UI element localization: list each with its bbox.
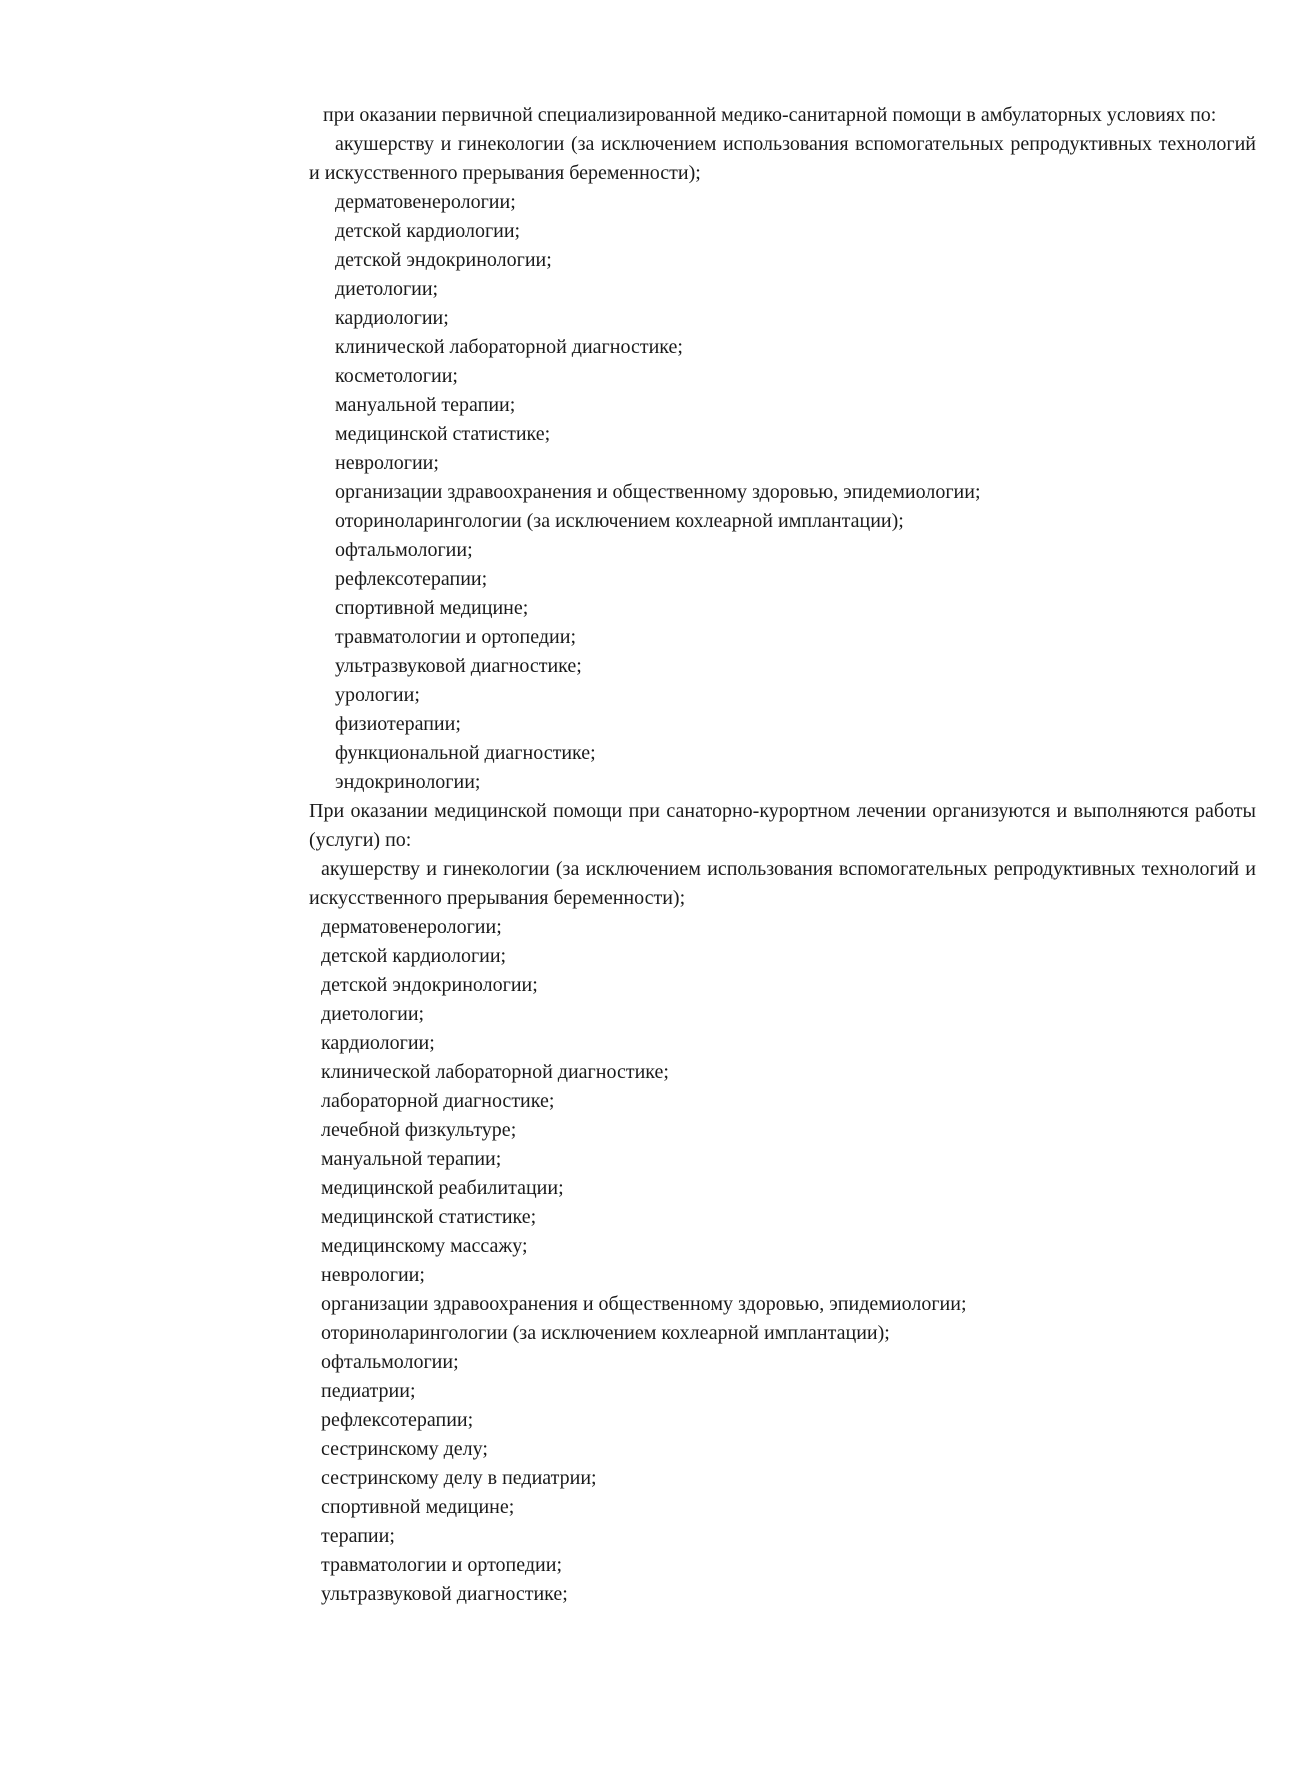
section2-first-item: акушерству и гинекологии (за исключением использования вспомогательных репродуктивных технологий и искусственного прерывания беременности); (309, 858, 1256, 909)
list-item: оториноларингологии (за исключением кохлеарной имплантации); (335, 510, 904, 532)
list-item: рефлексотерапии; (321, 1409, 474, 1431)
section1-first-item: акушерству и гинекологии (за исключением использования вспомогательных репродуктивных технологий и искусственного прерывания беременности); (309, 133, 1256, 184)
list-item: сестринскому делу; (321, 1438, 488, 1460)
section2-list (309, 913, 1256, 1609)
list-item: ультразвуковой диагностике; (321, 1583, 568, 1605)
list-item: косметологии; (335, 365, 458, 387)
list-item: эндокринологии; (335, 771, 481, 793)
list-item: детской эндокринологии; (335, 249, 552, 271)
list-item: физиотерапии; (335, 713, 461, 735)
list-item: неврологии; (335, 452, 439, 474)
list-item: диетологии; (321, 1003, 425, 1025)
list-item: спортивной медицине; (321, 1496, 515, 1518)
list-item: офтальмологии; (321, 1351, 459, 1373)
list-item: лечебной физкультуре; (321, 1119, 517, 1141)
list-item: педиатрии; (321, 1380, 416, 1402)
list-item: детской эндокринологии; (321, 974, 538, 996)
list-item: диетологии; (335, 278, 439, 300)
section1-intro: при оказании первичной специализированной медико-санитарной помощи в амбулаторных условиях по: (323, 104, 1217, 126)
list-item: дерматовенерологии; (335, 191, 516, 213)
list-item: терапии; (321, 1525, 395, 1547)
list-item: функциональной диагностике; (335, 742, 596, 764)
list-item: мануальной терапии; (335, 394, 516, 416)
list-item: детской кардиологии; (335, 220, 521, 242)
list-item: сестринскому делу в педиатрии; (321, 1467, 597, 1489)
list-item: клинической лабораторной диагностике; (335, 336, 683, 358)
list-item: травматологии и ортопедии; (335, 626, 577, 648)
list-item: организации здравоохранения и общественному здоровью, эпидемиологии; (335, 481, 981, 503)
list-item: медицинской статистике; (321, 1206, 537, 1228)
section1-list (309, 188, 1256, 797)
list-item: дерматовенерологии; (321, 916, 502, 938)
list-item: мануальной терапии; (321, 1148, 502, 1170)
list-item: медицинской реабилитации; (321, 1177, 564, 1199)
list-item: офтальмологии; (335, 539, 473, 561)
list-item: лабораторной диагностике; (321, 1090, 555, 1112)
list-item: медицинскому массажу; (321, 1235, 528, 1257)
list-item: спортивной медицине; (335, 597, 529, 619)
list-item: клинической лабораторной диагностике; (321, 1061, 669, 1083)
list-item: неврологии; (321, 1264, 425, 1286)
document-page (309, 101, 1256, 1609)
list-item: медицинской статистике; (335, 423, 551, 445)
list-item: организации здравоохранения и общественному здоровью, эпидемиологии; (321, 1293, 967, 1315)
list-item: урологии; (335, 684, 420, 706)
list-item: кардиологии; (335, 307, 449, 329)
section2-intro: При оказании медицинской помощи при санаторно-курортном лечении организуются и выполняются работы (услуги) по: (309, 800, 1256, 851)
list-item: оториноларингологии (за исключением кохлеарной имплантации); (321, 1322, 890, 1344)
list-item: рефлексотерапии; (335, 568, 488, 590)
list-item: травматологии и ортопедии; (321, 1554, 563, 1576)
list-item: кардиологии; (321, 1032, 435, 1054)
list-item: ультразвуковой диагностике; (335, 655, 582, 677)
list-item: детской кардиологии; (321, 945, 507, 967)
